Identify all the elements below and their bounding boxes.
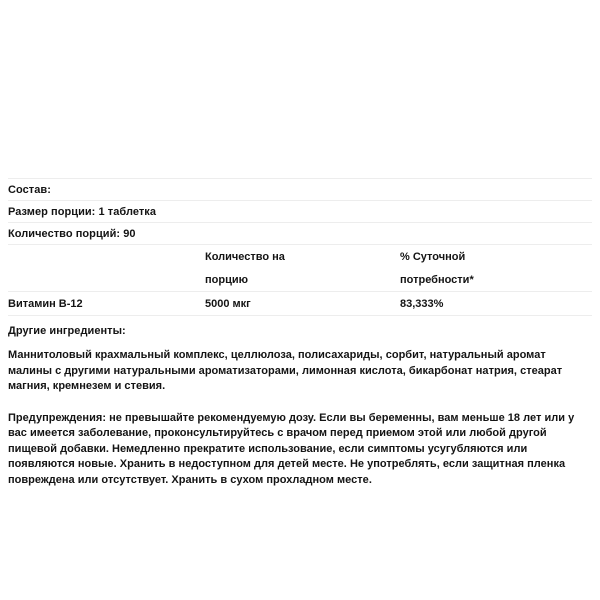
table-row-composition [8, 179, 592, 201]
column-header-daily-value-line1: % Суточной [400, 245, 592, 269]
table-row [8, 292, 592, 316]
other-ingredients-text: Маннитоловый крахмальный комплекс, целлюлоза, полисахариды, сорбит, натуральный аромат малины с другими натуральными ароматизаторами, лимонная кислота, бикарбонат натрия, стеарат магния, кремнезем и стевия. [8, 349, 563, 392]
table-row-servings-per-container [8, 223, 592, 245]
column-header-amount-line2: порцию [205, 268, 400, 292]
column-header-name-spacer [8, 268, 205, 292]
top-whitespace [0, 0, 600, 178]
nutrient-name: Витамин B-12 [8, 292, 205, 316]
nutrient-amount: 5000 мкг [205, 292, 400, 316]
other-ingredients-heading: Другие ингредиенты: [8, 325, 126, 337]
column-header-amount-line1: Количество на [205, 245, 400, 269]
column-header-daily-value-line2: потребности* [400, 268, 592, 292]
warnings-text: Предупреждения: не превышайте рекомендуемую дозу. Если вы беременны, вам меньше 18 лет или у вас имеется заболевание, проконсультируйтесь с врачом перед приемом этой или любой другой пищевой добавки. Немедленно прекратите использование, если симптомы усугубляются или появляются новые. Хранить в недоступном для детей месте. Не употреблять, если защитная пленка повреждена или отсутствует. Хранить в сухом прохладном месте. [8, 411, 575, 486]
composition-label: Состав: [8, 179, 592, 201]
column-header-name [8, 245, 205, 269]
serving-size-label: Размер порции: 1 таблетка [8, 201, 592, 223]
label-body-content [0, 325, 600, 488]
nutrient-daily-value: 83,333% [400, 292, 592, 316]
table-header-row-line2 [8, 268, 592, 292]
table-header-row-line1 [8, 245, 592, 269]
servings-per-container-label: Количество порций: 90 [8, 223, 592, 245]
table-row-serving-size [8, 201, 592, 223]
supplement-facts-table [8, 178, 592, 316]
paragraph-spacer [8, 395, 592, 411]
